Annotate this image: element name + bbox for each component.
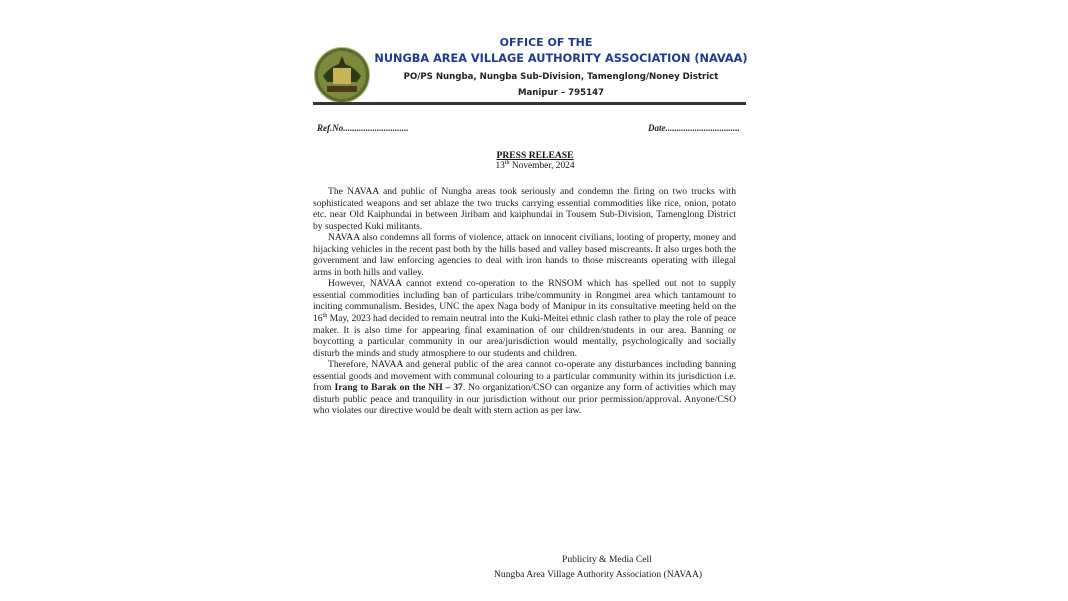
letterhead-office-line: OFFICE OF THE	[499, 36, 593, 49]
signature-cell-name: Publicity & Media Cell	[562, 554, 652, 565]
letterhead-state-pin: Manipur – 795147	[517, 88, 605, 98]
press-release-date: 13th November, 2024	[495, 160, 575, 172]
body-paragraph-2: NAVAA also condemns all forms of violence, attack on innocent civilians, looting of property, money and hijacking vehicles in the recent past both by the hills based and valley based miscreants. It also urges both the government and law enforcing agencies to deal with iron hands to those miscreants operating with illegal arms in both hills and valley.	[313, 232, 736, 278]
reference-number-field: Ref.No.............................	[317, 123, 409, 133]
date-field: Date.................................	[648, 123, 740, 133]
letterhead-address: PO/PS Nungba, Nungba Sub-Division, Tamenglong/Noney District	[403, 72, 719, 82]
letterhead-divider	[313, 102, 746, 105]
press-release-title: PRESS RELEASE	[496, 150, 574, 161]
letterhead-organization-name: NUNGBA AREA VILLAGE AUTHORITY ASSOCIATION (NAVAA)	[374, 52, 748, 65]
press-release-body	[313, 186, 736, 417]
signature-organization: Nungba Area Village Authority Association (NAVAA)	[494, 569, 703, 580]
body-paragraph-1: The NAVAA and public of Nungba areas took seriously and condemn the firing on two trucks with sophisticated weapons and set ablaze the two trucks carrying essential commodities like rice, onion, potato etc. near Old Kaiphundai in between Jiribam and kaiphundai in Tousem Sub-Division, Tamenglong District by suspected Kuki militants.	[313, 186, 736, 232]
body-paragraph-4: Therefore, NAVAA and general public of the area cannot co-operate any disturbances including banning essential goods and movement with communal colouring to a particular community within its jurisdiction i.e. from Irang to Barak on the NH – 37. No organization/CSO can organize any form of activities which may disturb public peace and tranquility in our jurisdiction without our prior permission/approval. Anyone/CSO who violates our directive would be dealt with stern action as per law.	[313, 359, 736, 417]
seal-emblem-icon	[313, 46, 371, 104]
body-paragraph-3: However, NAVAA cannot extend co-operation to the RNSOM which has spelled out not to supply essential commodities including ban of particulars tribe/community in Rongmei area which tantamount to inciting communalism. Besides, UNC the apex Naga body of Manipur in its consultative meeting held on the 16th May, 2023 had decided to remain neutral into the Kuki-Meitei ethnic clash rather to play the role of peace maker. It is also time for appearing final examination of our children/students in our area. Banning or boycotting a particular community in our area/jurisdiction would mentally, psychologically and socially disturb the minds and study atmosphere to our students and children.	[313, 278, 736, 359]
